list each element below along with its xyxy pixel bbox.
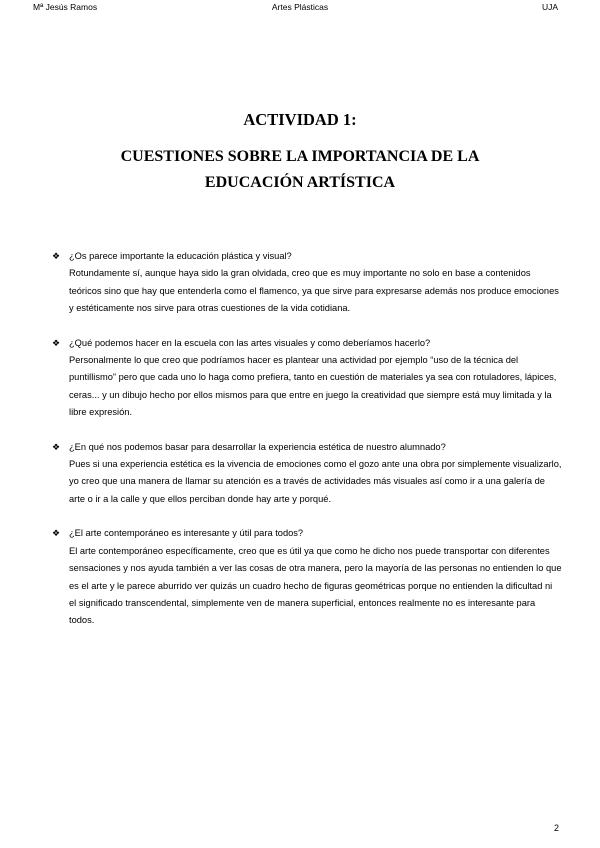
answer-text: Personalmente lo que creo que podríamos hacer es plantear una actividad por ejemplo “uso de la técnica del puntillismo” pero que cada uno lo haga como prefiera, tanto en cuestión de materiales ya sea con rotuladores, lápices, ceras... y un dibujo hecho por ellos mismos para que entre en juego la creatividad que siempre está muy limitada y la libre expresión. xyxy=(69,355,557,418)
list-item xyxy=(52,525,562,629)
question-text: ¿Os parece importante la educación plástica y visual? xyxy=(69,251,292,261)
document-title xyxy=(0,110,600,196)
answer-text: Pues si una experiencia estética es la vivencia de emociones como el gozo ante una obra por simplemente visualizarlo, yo creo que una manera de llamar su atención es a través de actividades más visuales así como ir a una galería de arte o ir a la calle y que ellos perciban donde hay arte y porqué. xyxy=(69,459,562,504)
question-text: ¿Qué podemos hacer en la escuela con las artes visuales y como deberíamos hacerlo? xyxy=(69,337,431,348)
activity-subtitle: CUESTIONES SOBRE LA IMPORTANCIA DE LA EDUCACIÓN ARTÍSTICA xyxy=(120,148,480,191)
diamond-bullet-icon: ❖ xyxy=(52,441,61,452)
diamond-bullet-icon: ❖ xyxy=(52,528,61,539)
header-institution: UJA xyxy=(541,2,558,12)
list-item xyxy=(52,335,562,422)
list-item xyxy=(52,439,562,509)
diamond-bullet-icon: ❖ xyxy=(52,337,61,348)
question-text: ¿En qué nos podemos basar para desarrollar la experiencia estética de nuestro alumnado? xyxy=(69,441,446,452)
diamond-bullet-icon: ❖ xyxy=(52,251,61,261)
activity-title: ACTIVIDAD 1: xyxy=(243,110,357,129)
header-subject: Artes Plásticas xyxy=(271,2,329,12)
question-text: ¿El arte contemporáneo es interesante y útil para todos? xyxy=(69,528,304,539)
answer-text: El arte contemporáneo específicamente, creo que es útil ya que como he dicho nos puede transportar con diferentes sensaciones y nos ayuda también a ver las cosas de otra manera, pero la mayoría de las personas no entienden lo que es el arte y le parece aburrido ver quizás un cuadro hecho de figuras geométricas porque no entienden la dificultad ni el significado transcendental, simplemente ven de manera superficial, entonces realmente no es interesante para todos. xyxy=(69,545,562,626)
questions-list xyxy=(52,248,562,647)
page-header xyxy=(0,0,600,16)
answer-text: Rotundamente sí, aunque haya sido la gran olvidada, creo que es muy importante no solo en base a contenidos teóricos sino que hay que entenderla como el flamenco, ya que sirve para expresarse además nos produce emociones y estéticamente nos sirve para otras cuestiones de la vida cotidiana. xyxy=(69,268,559,314)
header-author: Mª Jesús Ramos xyxy=(33,2,98,12)
page-number: 2 xyxy=(553,823,559,833)
list-item xyxy=(52,248,562,318)
